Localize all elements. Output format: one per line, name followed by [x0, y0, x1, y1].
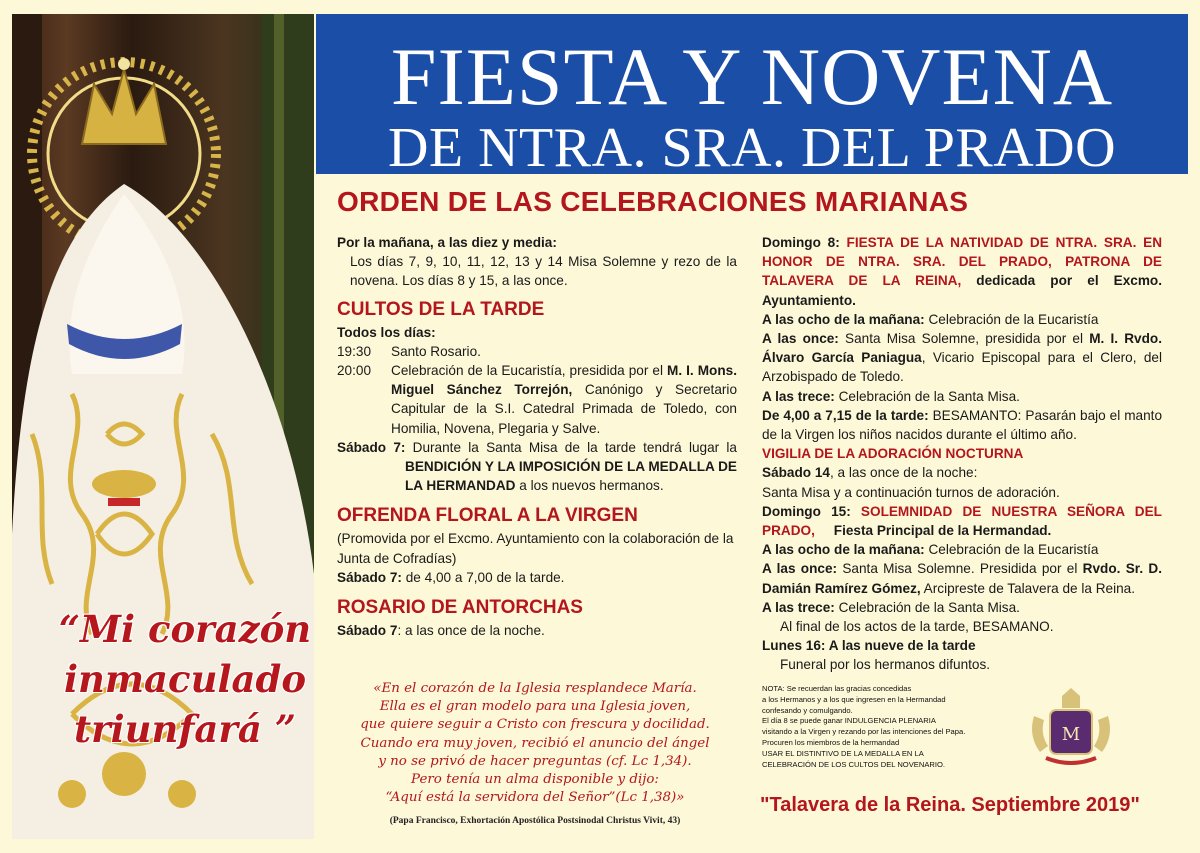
todos-label: Todos los días: [337, 324, 436, 340]
sabado7-bold: BENDICIÓN Y LA IMPOSICIÓN DE LA MEDALLA DE LA HERMANDAD [405, 459, 737, 494]
sabado14-desc: Santa Misa y a continuación turnos de adoración. [762, 484, 1060, 500]
lunes16-text: Funeral por los hermanos difuntos. [780, 657, 991, 673]
title-line2: DE NTRA. SRA. DEL PRADO [387, 117, 1117, 179]
morning-text: Los días 7, 9, 10, 11, 12, 13 y 14 Misa Solemne y rezo de la novena. Los días 8 y 15, a las once. [350, 254, 737, 289]
time-text: BESAMANTO: Pasarán bajo el manto de la Virgen los niños nacidos durante el último año. [762, 407, 1163, 443]
heart-quote-line: triunfará ” [74, 707, 296, 751]
time-label: A las once: [762, 561, 838, 577]
schedule-desc [391, 361, 737, 438]
domingo8-ocho [762, 310, 1162, 329]
sabado14-label: Sábado 14 [762, 465, 830, 481]
right-column [762, 233, 1162, 675]
domingo15-final: Al final de los actos de la tarde, BESAMANO. [780, 619, 1054, 635]
papal-quote-line: Ella es el gran modelo para una Iglesia joven, [379, 699, 691, 715]
note-line: El día 8 se puede ganar INDULGENCIA PLENARIA [762, 716, 936, 726]
morning-title: Por la mañana, a las diez y media: [337, 235, 557, 250]
time-text: Celebración de la Santa Misa. [834, 388, 1020, 404]
sabado7-text: Durante la Santa Misa de la tarde tendrá lugar la [405, 439, 737, 455]
heart-quote [54, 604, 314, 754]
time-text: , Vicario Episcopal para el Clero, del Arzobispado de Toledo. [762, 350, 1162, 385]
schedule-time: 20:00 [337, 363, 372, 379]
papal-quote-line: “Aquí está la servidora del Señor”(Lc 1,38)» [385, 790, 685, 806]
domingo15-label: Domingo 15: [762, 503, 851, 519]
sabado7-text-end: a los nuevos hermanos. [515, 478, 664, 494]
lunes16-label: Lunes 16: A las nueve de la tarde [762, 638, 976, 654]
papal-quote-line: Cuando era muy joven, recibió el anuncio del ángel [360, 735, 710, 751]
celebrant-name: Rvdo. Sr. D. Damián Ramírez Gómez, [762, 561, 1162, 596]
time-text: Celebración de la Eucaristía [924, 311, 1099, 327]
closing-signature: "Talavera de la Reina. Septiembre 2019" [760, 794, 1140, 816]
domingo15-block [762, 502, 1162, 540]
sabado14-text: , a las once de la noche: [830, 465, 978, 481]
note-line: confesando y comulgando. [762, 705, 853, 715]
section-title: ORDEN DE LAS CELEBRACIONES MARIANAS [337, 186, 969, 217]
domingo8-dedication: dedicada por el Excmo. Ayuntamiento. [762, 273, 1163, 308]
domingo8-once [762, 329, 1162, 387]
schedule-desc-text: Canónigo y Secretario Capitular de la S.I. Catedral Primada de Toledo, con Homilia, Novena, Plegaria y Salve. [391, 382, 737, 436]
domingo15-subtitle: Fiesta Principal de la Hermandad. [814, 523, 1052, 539]
time-text: Arcipreste de Talavera de la Reina. [920, 580, 1136, 596]
ofrenda-when-text: de 4,00 a 7,00 de la tarde. [401, 569, 565, 585]
schedule-row [337, 342, 737, 361]
domingo8-trece [762, 387, 1162, 406]
domingo8-block [762, 233, 1162, 310]
sabado7-block [337, 438, 737, 496]
note-line: a los Hermanos y a los que ingresen en la Hermandad [762, 694, 946, 704]
time-text: Santa Misa Solemne. Presidida por el [837, 561, 1083, 577]
time-label: De 4,00 a 7,15 de la tarde: [762, 407, 929, 423]
time-text: Celebración de la Eucaristía [924, 542, 1099, 558]
note-line: CELEBRACIÓN DE LOS CULTOS DEL NOVENARIO. [762, 759, 945, 769]
schedule-desc [391, 342, 737, 361]
time-text: Santa Misa Solemne, presidida por el [838, 331, 1090, 347]
sabado14 [762, 463, 1162, 482]
time-label: A las trece: [762, 599, 835, 615]
note-line: NOTA: Se recuerdan las gracias concedidas [762, 684, 912, 693]
papal-quote-line: que quiere seguir a Cristo con frescura y docilidad. [360, 717, 710, 733]
schedule-row [337, 361, 737, 438]
title-line1: FIESTA Y NOVENA [390, 31, 1114, 122]
celebrant-name: M. I. Rvdo. Álvaro García Paniagua [762, 331, 1162, 366]
papal-quote-line: Pero tenía un alma disponible y dijo: [411, 772, 659, 788]
time-label: A las ocho de la mañana: [762, 542, 925, 558]
note-block [762, 684, 1022, 770]
heart-quote-line: inmaculado [63, 657, 307, 701]
note-line: Procuren los miembros de la hermandad [762, 737, 900, 747]
schedule-time: 19:30 [337, 343, 372, 359]
svg-text:M: M [1061, 724, 1081, 745]
rosario-title: ROSARIO DE ANTORCHAS [337, 597, 583, 619]
note-line: USAR EL DISTINTIVO DE LA MEDALLA EN LA [762, 748, 924, 758]
ofrenda-title: OFRENDA FLORAL A LA VIRGEN [337, 505, 638, 527]
papal-quote [340, 680, 730, 807]
note-line: visitando a la Virgen y rezando por las intenciones del Papa. [762, 727, 966, 737]
brotherhood-emblem-icon [1026, 686, 1116, 768]
heart-quote-line: “Mi corazón [58, 607, 312, 651]
vigilia-title: VIGILIA DE LA ADORACIÓN NOCTURNA [762, 446, 1024, 462]
domingo8-label: Domingo 8: [762, 235, 840, 250]
papal-quote-line: y no se privó de hacer preguntas (cf. Lc 1,34). [378, 753, 692, 769]
schedule-desc-text: Santo Rosario. [391, 343, 481, 359]
poster-header [316, 14, 1188, 179]
schedule-desc-bold: M. I. Mons. Miguel Sánchez Torrejón, [391, 363, 737, 398]
ofrenda-when-label: Sábado 7: [337, 569, 402, 585]
left-column [337, 233, 737, 640]
domingo15-title: SOLEMNIDAD DE NUESTRA SEÑORA DEL PRADO, [762, 503, 1162, 539]
papal-quote-line: «En el corazón de la Iglesia resplandece María. [373, 681, 697, 696]
cultos-title: CULTOS DE LA TARDE [337, 298, 545, 320]
time-label: A las trece: [762, 388, 835, 404]
sabado7-label: Sábado 7: [337, 439, 406, 455]
rosario-when-text: : a las once de la noche. [397, 623, 545, 639]
schedule-desc-text: Celebración de la Eucaristía, presidida por el [391, 363, 668, 379]
rosario-when [337, 621, 737, 640]
time-label: A las once: [762, 331, 839, 347]
domingo15-trece [762, 598, 1162, 617]
ofrenda-when [337, 568, 737, 587]
domingo15-ocho [762, 540, 1162, 559]
time-label: A las ocho de la mañana: [762, 311, 925, 327]
ofrenda-text: (Promovida por el Excmo. Ayuntamiento con la colaboración de la Junta de Cofradías) [337, 531, 734, 566]
time-text: Celebración de la Santa Misa. [834, 599, 1020, 615]
domingo15-once [762, 559, 1162, 597]
domingo8-besamanto [762, 406, 1162, 444]
papal-citation: (Papa Francisco, Exhortación Apostólica Postsinodal Christus Vivit, 43) [389, 816, 681, 826]
rosario-when-label: Sábado 7 [337, 623, 398, 639]
domingo8-title: FIESTA DE LA NATIVIDAD DE NTRA. SRA. EN HONOR DE NTRA. SRA. DEL PRADO, PATRONA DE TALAVERA DE LA REINA, [762, 235, 1163, 289]
virgin-image-panel [12, 14, 314, 839]
